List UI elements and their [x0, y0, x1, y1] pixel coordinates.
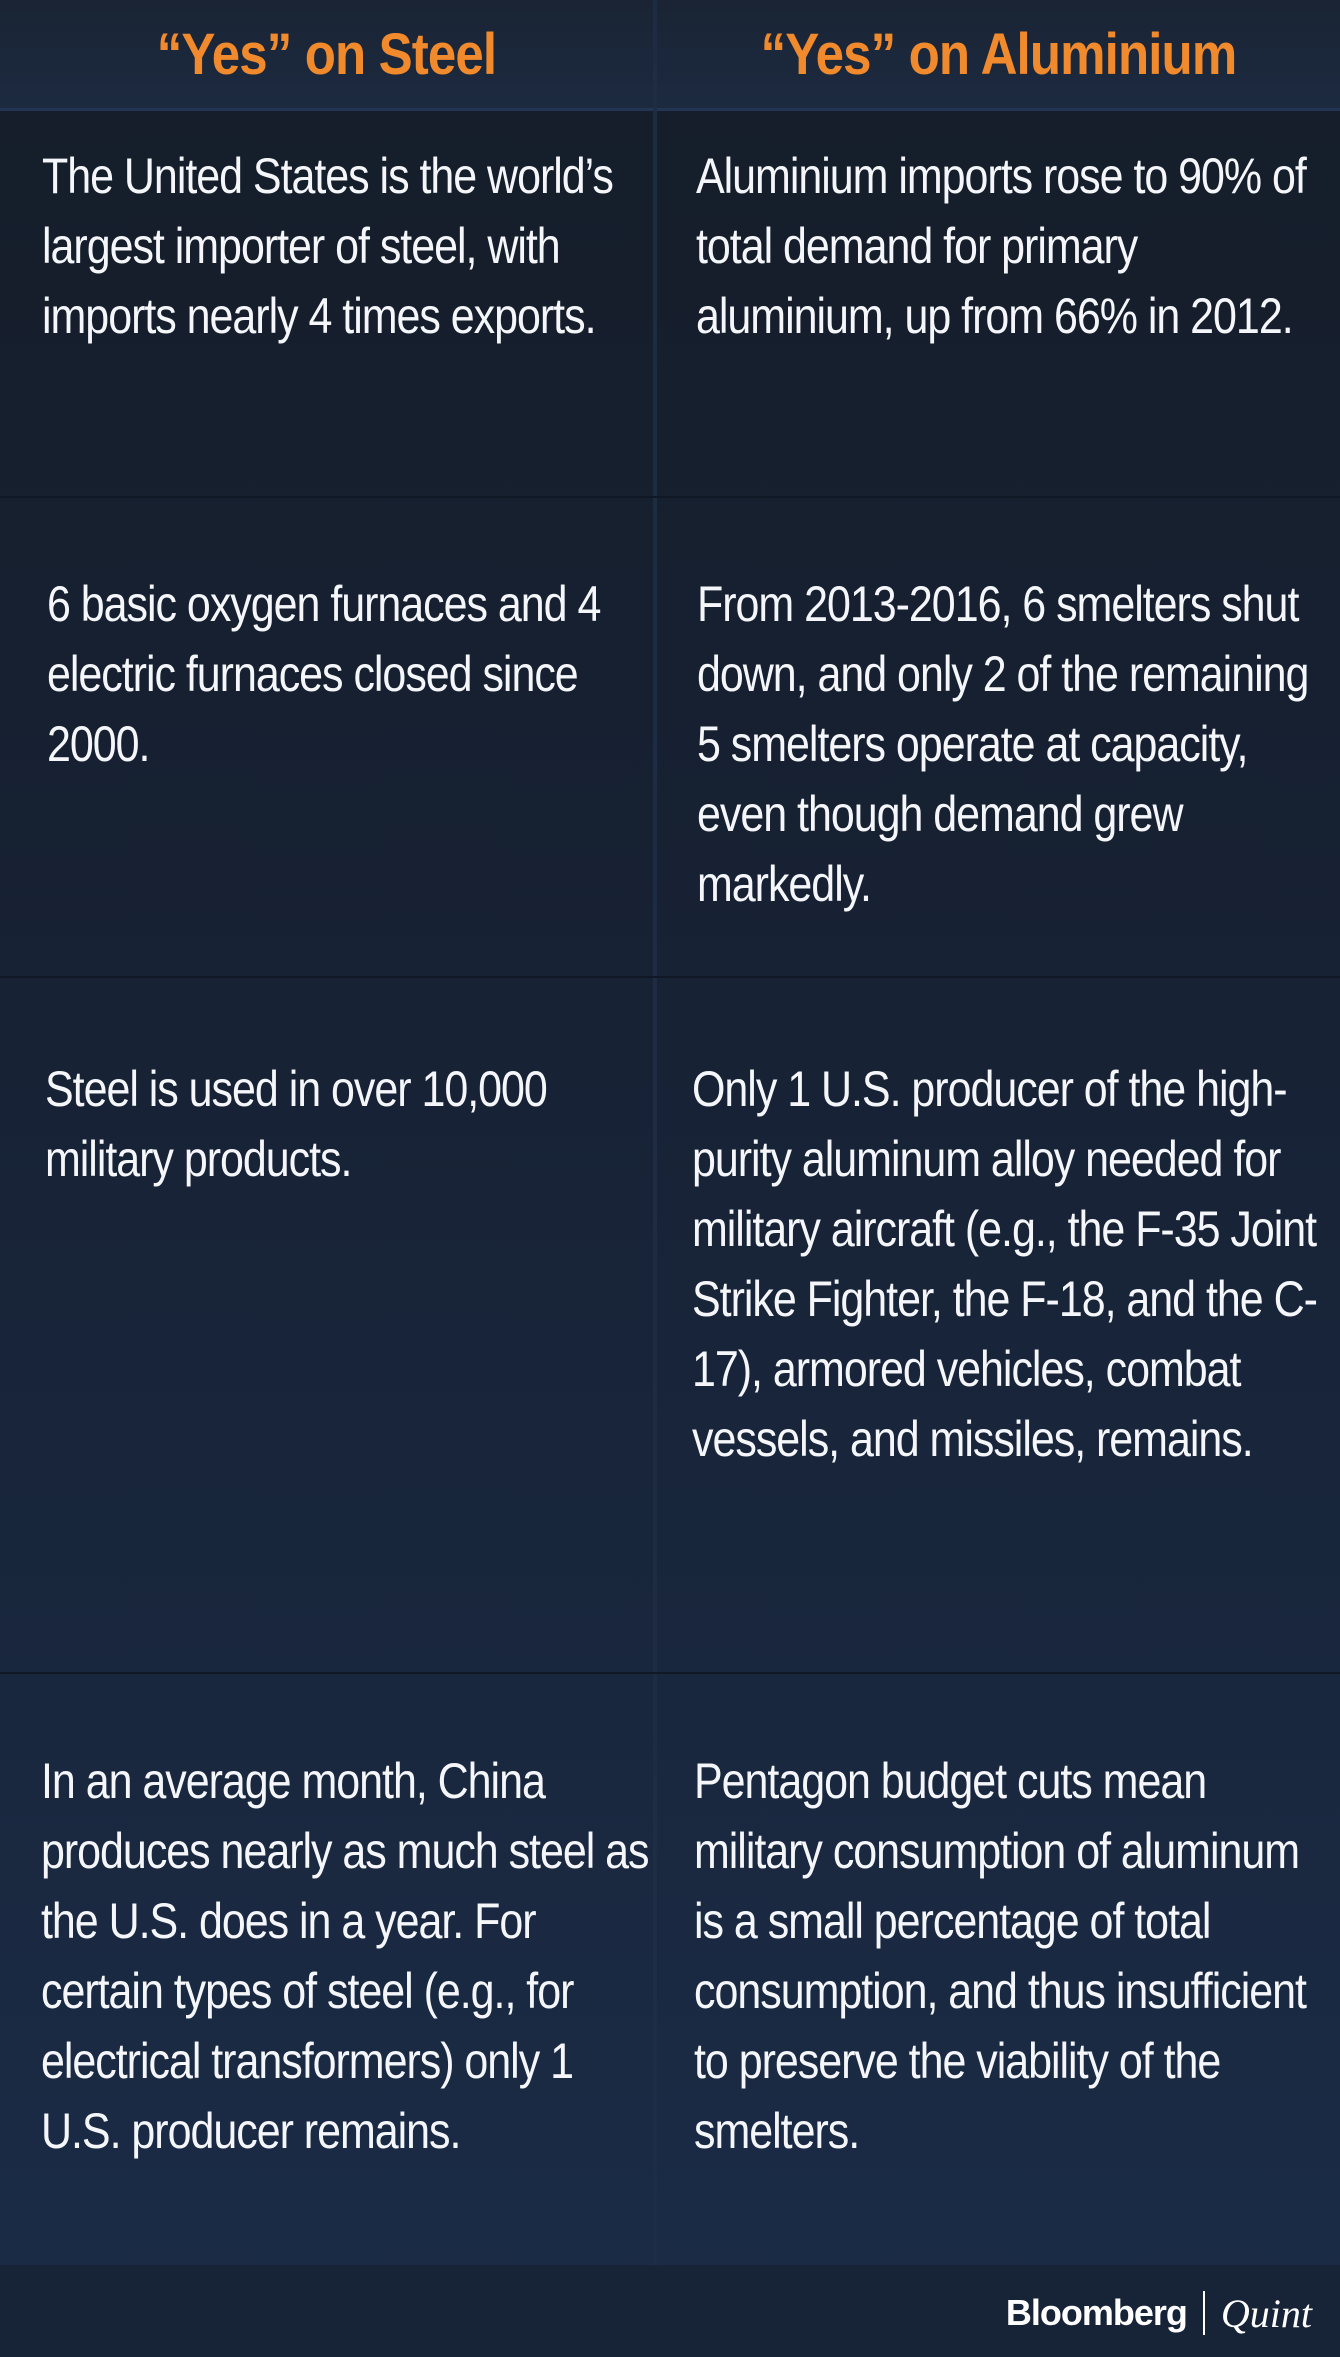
steel-column-title: “Yes” on Steel	[156, 21, 497, 87]
steel-fact-military: Steel is used in over 10,000 military products.	[45, 1061, 547, 1187]
aluminium-fact-smelters: From 2013-2016, 6 smelters shut down, and only 2 of the remaining 5 smelters operate at capacity, even though demand grew markedly.	[697, 576, 1309, 912]
row-divider	[0, 496, 1340, 498]
aluminium-column-title: “Yes” on Aluminium	[760, 21, 1237, 87]
logo-bloomberg-text: Bloomberg	[1005, 2292, 1187, 2333]
bloombergquint-logo	[1006, 2290, 1312, 2336]
aluminium-fact-military: Only 1 U.S. producer of the high-purity aluminum alloy needed for military aircraft (e.g., the F-35 Joint Strike Fighter, the F-18, and the C-17), armored vehicles, combat vessels, and missiles, remains.	[692, 1061, 1317, 1467]
aluminium-fact-imports: Aluminium imports rose to 90% of total demand for primary aluminium, up from 66% in 2012.	[696, 148, 1306, 344]
logo-quint-text: Quint	[1220, 2290, 1312, 2336]
steel-fact-imports: The United States is the world’s largest importer of steel, with imports nearly 4 times exports.	[42, 148, 613, 344]
header-bar	[0, 0, 1340, 111]
row-divider	[0, 1672, 1340, 1674]
logo-separator	[1203, 2291, 1205, 2335]
steel-fact-china: In an average month, China produces nearly as much steel as the U.S. does in a year. For certain types of steel (e.g., for electrical transformers) only 1 U.S. producer remains.	[41, 1753, 649, 2159]
steel-fact-furnaces: 6 basic oxygen furnaces and 4 electric furnaces closed since 2000.	[47, 576, 601, 772]
row-divider	[0, 976, 1340, 978]
aluminium-fact-pentagon: Pentagon budget cuts mean military consumption of aluminum is a small percentage of total consumption, and thus insufficient to preserve the viability of the smelters.	[694, 1753, 1306, 2159]
column-divider	[653, 0, 657, 2265]
